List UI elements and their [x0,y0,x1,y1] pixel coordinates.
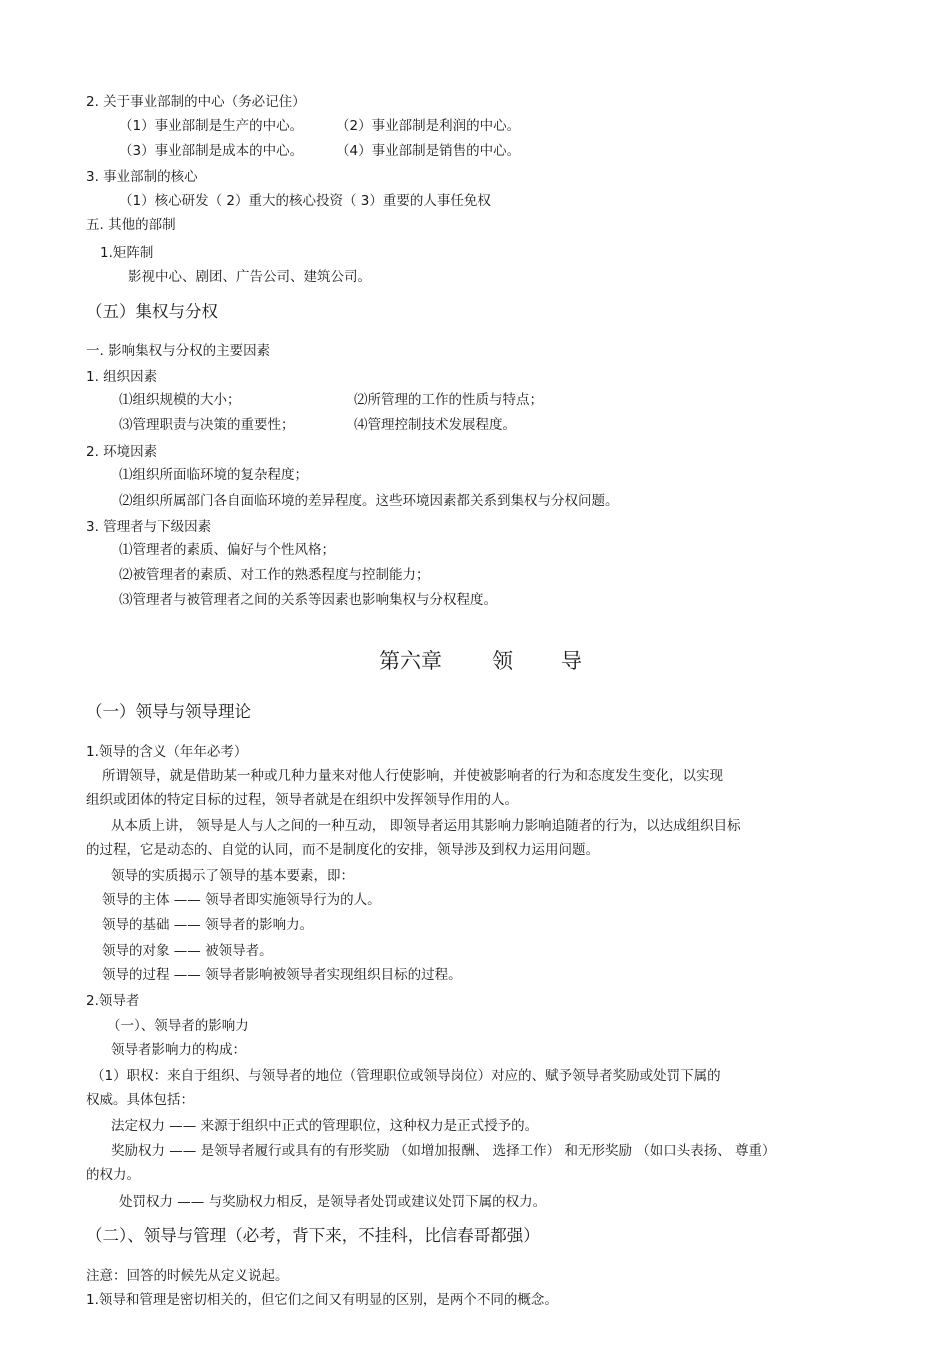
org-factor-4: ⑷管理控制技术发展程度。 [354,417,516,433]
item-business-unit-centers: 2. 关于事业部制的中心（务必记住） [86,94,306,110]
org-factor-2: ⑵所管理的工作的性质与特点； [354,392,543,408]
element-subject: 领导的主体 —— 领导者即实施领导行为的人。 [102,892,381,908]
org-factor-3: ⑶管理职责与决策的重要性； [119,417,295,433]
center-item-3: （3）事业部制是成本的中心。 [119,143,304,159]
reward-power-line-1: 奖励权力 —— 是领导者履行或具有的有形奖励 （如增加报酬、 选择工作） 和无形奖励 （如口头表扬、 尊重） [111,1143,776,1159]
center-item-2: （2）事业部制是利润的中心。 [336,118,521,134]
organization-factors-heading: 1. 组织因素 [86,369,158,385]
section-heading-leadership-theory: （一）领导与领导理论 [86,702,251,721]
definition-line-1: 所谓领导，就是借助某一种或几种力量来对他人行使影响，并使被影响者的行为和态度发生变化，以实现 [102,768,723,784]
influence-heading: （一）、领导者的影响力 [107,1018,249,1034]
leader-heading: 2.领导者 [86,993,140,1009]
reward-power-line-2: 的权力。 [86,1167,140,1183]
chapter-word-1: 领 [492,649,513,673]
chapter-number: 第六章 [379,649,442,673]
manager-factor-2: ⑵被管理者的素质、对工作的熟悉程度与控制能力； [119,567,430,583]
element-object: 领导的对象 —— 被领导者。 [102,943,273,959]
essence-line-1: 从本质上讲， 领导是人与人之间的一种互动， 即领导者运用其影响力影响追随者的行为，以达成组织目标 [111,818,741,834]
item-business-unit-core: 3. 事业部制的核心 [86,169,198,185]
matrix-heading: 1.矩阵制 [100,245,154,261]
influence-composition: 领导者影响力的构成： [111,1042,246,1058]
env-factor-1: ⑴组织所面临环境的复杂程度； [119,467,308,483]
env-factor-2: ⑵组织所属部门各自面临环境的差异程度。这些环境因素都关系到集权与分权问题。 [119,493,619,509]
section-heading-centralization: （五）集权与分权 [86,302,218,321]
center-item-4: （4）事业部制是销售的中心。 [336,143,521,159]
chapter-title [379,647,582,675]
authority-line-2: 权威。具体包括： [86,1092,194,1108]
matrix-examples: 影视中心、剧团、广告公司、建筑公司。 [128,269,371,285]
definition-line-2: 组织或团体的特定目标的过程，领导者就是在组织中发挥领导作用的人。 [86,792,518,808]
manager-factor-3: ⑶管理者与被管理者之间的关系等因素也影响集权与分权程度。 [119,592,497,608]
chapter-word-2: 导 [561,649,582,673]
legal-power: 法定权力 —— 来源于组织中正式的管理职位，这种权力是正式授予的。 [111,1118,539,1134]
leadership-meaning-heading: 1.领导的含义（年年必考） [86,744,248,760]
note-line: 注意：回答的时候先从定义说起。 [86,1268,289,1284]
core-items: （1）核心研发（ 2）重大的核心投资（ 3）重要的人事任免权 [119,193,491,209]
environment-factors-heading: 2. 环境因素 [86,444,158,460]
factors-heading: 一. 影响集权与分权的主要因素 [86,343,271,359]
authority-line-1: （1）职权：来自于组织、与领导者的地位（管理职位或领导岗位）对应的、赋予领导者奖励或处罚下属的 [91,1068,721,1084]
difference-line: 1.领导和管理是密切相关的，但它们之间又有明显的区别，是两个不同的概念。 [86,1292,558,1308]
essence-line-2: 的过程，它是动态的、自觉的认同，而不是制度化的安排，领导涉及到权力运用问题。 [86,842,599,858]
coercive-power: 处罚权力 —— 与奖励权力相反，是领导者处罚或建议处罚下属的权力。 [119,1194,547,1210]
center-item-1: （1）事业部制是生产的中心。 [119,118,304,134]
other-structures-heading: 五. 其他的部制 [86,217,176,233]
section-heading-leadership-vs-management: （二）、领导与管理（必考，背下来，不挂科，比信春哥都强） [86,1226,540,1245]
element-basis: 领导的基础 —— 领导者的影响力。 [102,917,314,933]
elements-intro: 领导的实质揭示了领导的基本要素，即： [111,868,354,884]
element-process: 领导的过程 —— 领导者影响被领导者实现组织目标的过程。 [102,967,462,983]
manager-factor-1: ⑴管理者的素质、偏好与个性风格； [119,542,335,558]
org-factor-1: ⑴组织规模的大小； [119,392,241,408]
manager-factors-heading: 3. 管理者与下级因素 [86,519,212,535]
